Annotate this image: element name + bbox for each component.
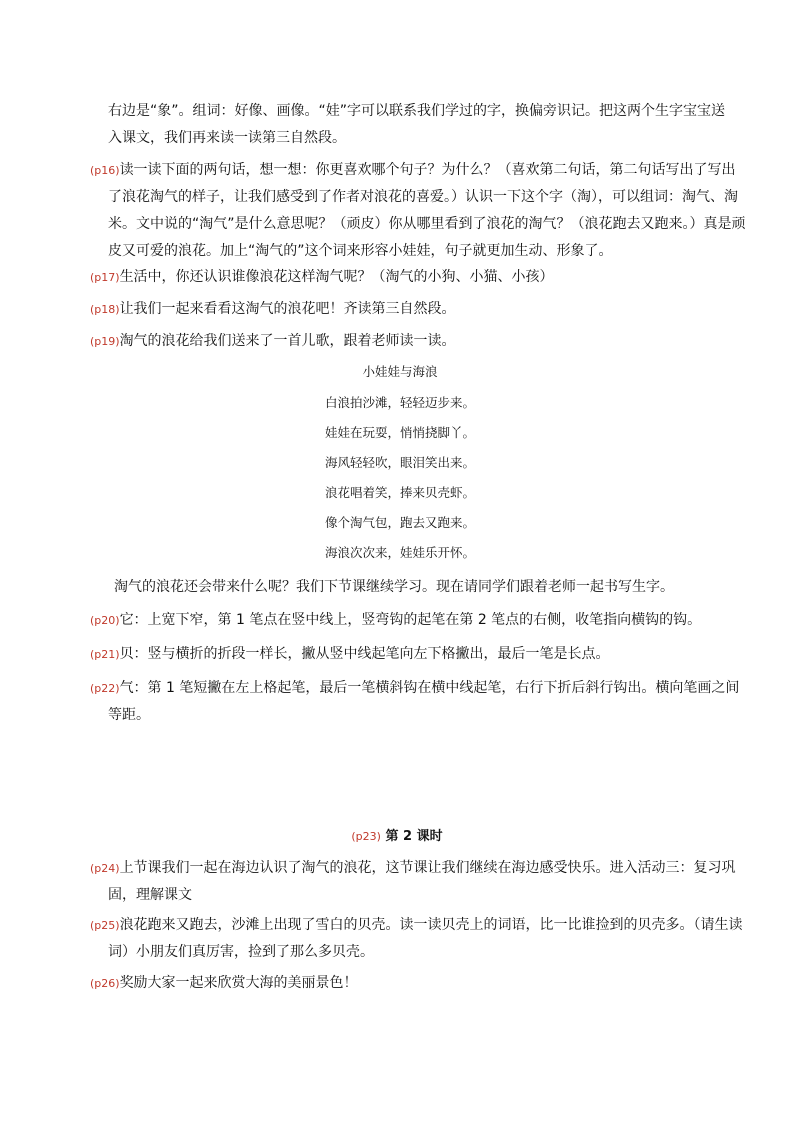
paragraph-p22: [90, 675, 748, 729]
paragraph-text: 浪花跑来又跑去，沙滩上出现了雪白的贝壳。读一读贝壳上的词语，比一比谁捡到的贝壳多。（请生读词）小朋友们真厉害，捡到了那么多贝壳。: [108, 917, 743, 960]
paragraph-tag: (p22): [90, 682, 120, 695]
paragraph-tag: (p17): [90, 271, 120, 284]
paragraph-tag: (p20): [90, 614, 120, 627]
paragraph-p16: [90, 157, 748, 265]
poem-line: 海风轻轻吹，眼泪笑出来。: [324, 455, 475, 470]
paragraph-tag: (p24): [90, 862, 120, 875]
paragraph-text: 上节课我们一起在海边认识了淘气的浪花，这节课让我们继续在海边感受快乐。进入活动三：复习巩固，理解课文: [108, 860, 736, 903]
paragraph-tag: (p16): [90, 164, 120, 177]
paragraph-tag: (p21): [90, 648, 120, 661]
paragraph-text: 它：上宽下窄，第 1 笔点在竖中线上，竖弯钩的起笔在第 2 笔点的右侧，收笔指向横钩的钩。: [119, 612, 702, 628]
paragraph-tag: (p26): [90, 977, 120, 990]
paragraph-text: 气：第 1 笔短撇在左上格起笔，最后一笔横斜钩在横中线起笔，右行下折后斜行钩出。横向笔画之间等距。: [108, 680, 740, 723]
paragraph-text: 奖励大家一起来欣赏大海的美丽景色！: [119, 975, 358, 991]
paragraph-text: 生活中，你还认识谁像浪花这样淘气呢？（淘气的小狗、小猫、小孩）: [119, 269, 554, 285]
paragraph-p25: [90, 912, 748, 966]
paragraph-p26: [90, 970, 748, 997]
paragraph-tag: (p19): [90, 335, 120, 348]
intro-paragraph: 右边是“象”。组词：好像、画像。“娃”字可以联系我们学过的字，换偏旁识记。把这两个生字宝宝送入课文，我们再来读一读第三自然段。: [108, 103, 726, 146]
paragraph-p18: [90, 296, 748, 323]
paragraph-text: 淘气的浪花给我们送来了一首儿歌，跟着老师读一读。: [119, 333, 456, 349]
poem-line: 浪花唱着笑，捧来贝壳虾。: [324, 485, 475, 500]
paragraph-p19: [90, 328, 748, 355]
section-heading: [0, 825, 794, 844]
paragraph-tag: (p25): [90, 919, 120, 932]
paragraph-text: 让我们一起来看看这淘气的浪花吧！齐读第三自然段。: [119, 301, 456, 317]
paragraph-p20: [90, 607, 748, 634]
poem: [260, 362, 540, 572]
section-heading-tag: (p23): [351, 830, 381, 843]
poem-line: 像个淘气包，跑去又跑来。: [324, 515, 475, 530]
paragraph-p17: [90, 264, 748, 291]
poem-line: 海浪次次来，娃娃乐开怀。: [324, 545, 475, 560]
paragraph-p24: [90, 855, 748, 909]
paragraph-tag: (p18): [90, 303, 120, 316]
poem-line: 白浪拍沙滩，轻轻迈步来。: [324, 395, 475, 410]
paragraph-text: 读一读下面的两句话，想一想：你更喜欢哪个句子？为什么？（喜欢第二句话，第二句话写出了写出了浪花淘气的样子，让我们感受到了作者对浪花的喜爱。）认识一下这个字（淘），可以组词：淘气、淘米。文中说的“淘气”是什么意思呢？（顽皮）你从哪里看到了浪花的淘气？（浪花跑去又跑来。）真是顽皮又可爱的浪花。加上“淘气的”这个词来形容小娃娃，句子就更加生动、形象了。: [108, 162, 746, 259]
paragraph-p21: [90, 641, 748, 668]
section-heading-text: 第 2 课时: [385, 829, 443, 844]
poem-line: 娃娃在玩耍，悄悄挠脚丫。: [324, 425, 475, 440]
after-poem-paragraph: 淘气的浪花还会带来什么呢？我们下节课继续学习。现在请同学们跟着老师一起书写生字。: [114, 579, 674, 595]
poem-title: 小娃娃与海浪: [362, 364, 438, 379]
paragraph-text: 贝：竖与横折的折段一样长，撇从竖中线起笔向左下格撇出，最后一笔是长点。: [119, 646, 610, 662]
